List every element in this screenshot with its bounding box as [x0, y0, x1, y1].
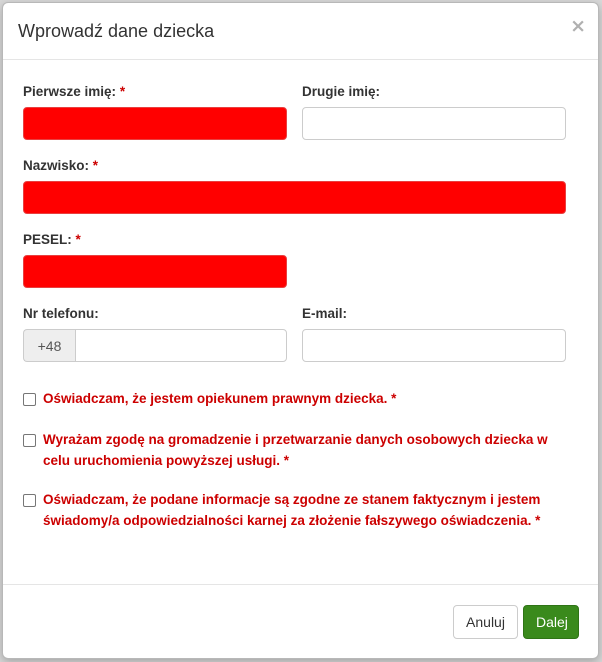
email-label: E-mail:: [302, 306, 348, 321]
second-name-label: Drugie imię:: [302, 84, 381, 99]
phone-label: Nr telefonu:: [23, 306, 99, 321]
child-data-modal: [2, 2, 599, 659]
consent-truthfulness-checkbox[interactable]: [23, 494, 36, 507]
pesel-label-text: PESEL:: [23, 232, 72, 247]
first-name-label: [23, 84, 125, 99]
last-name-label: [23, 158, 98, 173]
second-name-input[interactable]: [302, 107, 566, 140]
required-mark: *: [75, 232, 81, 247]
pesel-input[interactable]: [23, 255, 287, 288]
consent-data-processing: [23, 432, 573, 471]
modal-header: [3, 3, 598, 60]
last-name-label-text: Nazwisko:: [23, 158, 90, 173]
phone-input[interactable]: [75, 329, 287, 362]
modal-footer: [3, 584, 598, 658]
pesel-label: [23, 232, 81, 247]
modal-title: Wprowadź dane dziecka: [18, 21, 215, 41]
consent-data-processing-checkbox[interactable]: [23, 434, 36, 447]
close-icon[interactable]: ×: [570, 15, 586, 37]
next-button[interactable]: Dalej: [523, 605, 579, 639]
consent-guardian-text: Oświadczam, że jestem opiekunem prawnym dziecka. *: [43, 391, 397, 406]
last-name-input[interactable]: [23, 181, 566, 214]
email-input[interactable]: [302, 329, 566, 362]
modal-body: [3, 60, 598, 586]
first-name-label-text: Pierwsze imię:: [23, 84, 117, 99]
phone-prefix: +48: [23, 329, 75, 362]
required-mark: *: [92, 158, 99, 173]
consent-guardian-checkbox[interactable]: [23, 393, 36, 406]
cancel-button[interactable]: Anuluj: [453, 605, 518, 639]
consent-data-processing-text: Wyrażam zgodę na gromadzenie i przetwarzanie danych osobowych dziecka w celu uruchomienia powyższej usługi. *: [43, 432, 548, 468]
consent-truthfulness: [23, 492, 573, 531]
consent-truthfulness-text: Oświadczam, że podane informacje są zgodne ze stanem faktycznym i jestem świadomy/a odpowiedzialności karnej za złożenie fałszywego oświadczenia. *: [43, 492, 541, 528]
first-name-input[interactable]: [23, 107, 287, 140]
consent-guardian: [23, 391, 573, 409]
required-mark: *: [119, 84, 126, 99]
